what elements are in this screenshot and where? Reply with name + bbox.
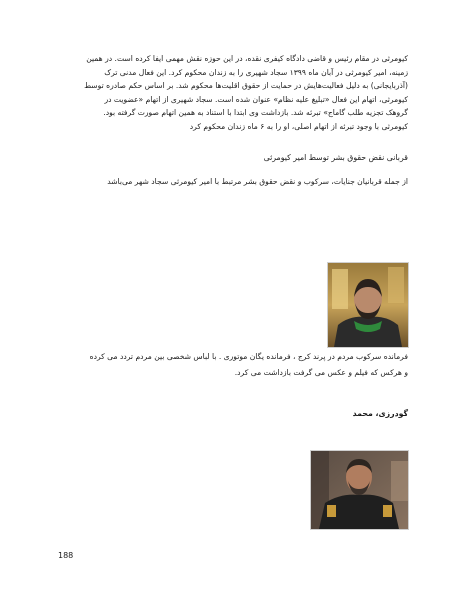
victims-heading: قربانی نقض حقوق بشر توسط امیر کیومرثی [263, 153, 408, 162]
intro-line: کیومرثی با وجود تبرئه از اتهام اصلی، او را به ۶ ماه زندان محکوم کرد [189, 121, 408, 131]
intro-line: زمینه، امیر کیومرثی در آبان ماه ۱۳۹۹ سجاد شهیری را به زندان محکوم کرد. این فعال مدنی ترک [104, 67, 408, 77]
intro-paragraph [54, 52, 408, 134]
caption-line: و هرکس که فیلم و عکس می گرفت بازداشت می کرد. [234, 368, 408, 377]
intro-line: کیومرثی در مقام رئیس و قاضی دادگاه کیفری نقده، در این حوزه نقش مهمی ایفا کرده است. در همین [86, 54, 408, 63]
person2-name: گودرزی، محمد [352, 409, 408, 418]
person1-caption [54, 349, 408, 381]
person2-photo [310, 450, 409, 530]
intro-line: گروهک تجزیه طلب گاماج» تبرئه شد. بازداشت وی ابتدا با استناد به همین اتهام صورت گرفته بود. [103, 108, 408, 118]
person1-photo [327, 262, 409, 348]
intro-line: (آذربایجانی) به دلیل فعالیت‌هایش در حمایت از حقوق اقلیت‌ها محکوم شد. بر اساس حکم صادره توسط [84, 81, 408, 91]
victims-sentence: از جمله قربانیان جنایات، سرکوب و نقض حقوق بشر مرتبط با امیر کیومرثی سجاد شهر می‌باشد [107, 177, 408, 186]
page-number: 188 [58, 551, 74, 560]
intro-line: کیومرثی، اتهام این فعال «تبلیغ علیه نظام» عنوان شده است. سجاد شهیری از اتهام «عضویت در [104, 94, 408, 104]
caption-line: فرمانده سرکوب مردم در پرند کرج ، فرمانده یگان موتوری . با لباس شخصی بین مردم تردد می کرده [89, 352, 408, 361]
